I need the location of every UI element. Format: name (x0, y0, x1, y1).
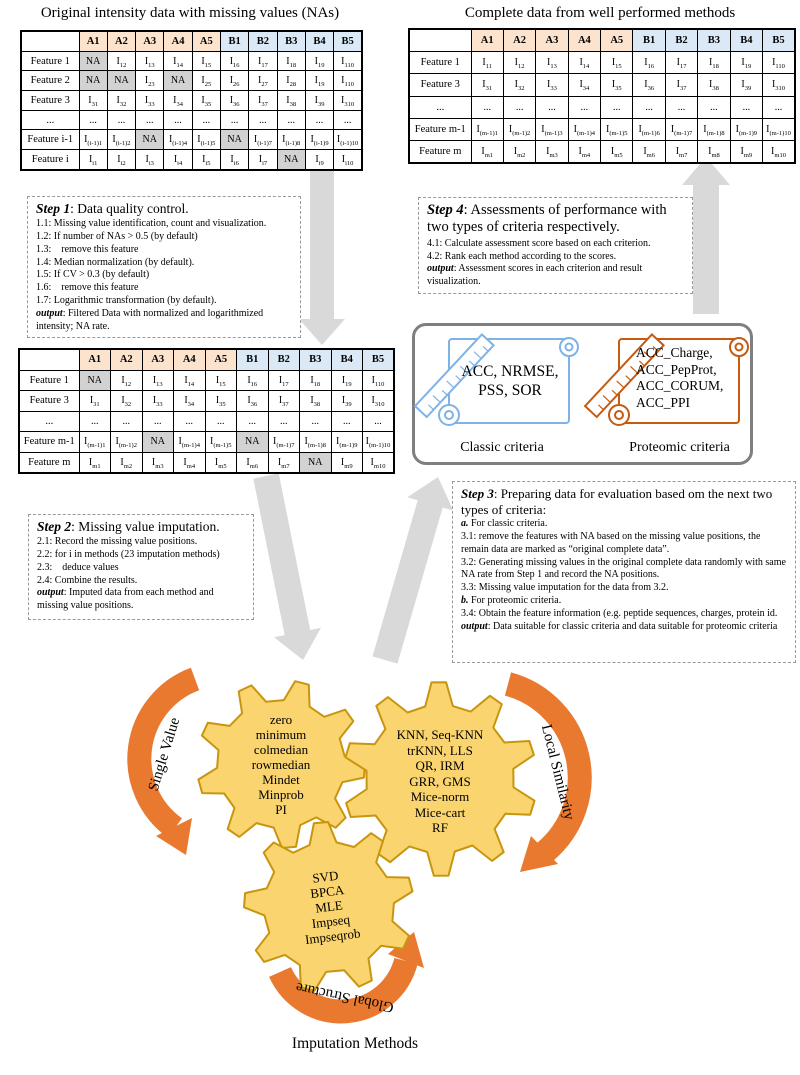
local-similarity-methods: KNN, Seq-KNN trKNN, LLS QR, IRM GRR, GMS Mice-norm Mice-cart RF (396, 727, 484, 835)
arrow-original-to-step1 (299, 170, 345, 345)
step1-lines: 1.1: Missing value identification, count and visualization. 1.2: If number of NAs > 0.5 (by default) 1.3: remove this feature 1.4: Median normalization (by default). 1.5: If CV > 0.3 (by default) 1.6: remove this feature 1.7: Logarithmic transformation (by default). output: Filtered Data with normalized and logarithmized intensity; NA rate. (36, 218, 267, 332)
single-value-methods: zero minimum colmedian rowmedian Mindet Minprob PI (251, 712, 311, 817)
classic-criteria-list: ACC, NRMSE, PSS, SOR (461, 363, 559, 399)
step2-lines: 2.1: Record the missing value positions. 2.2: for i in methods (23 imputation methods) 2.3: deduce values 2.4: Combine the results. output: Imputed data from each method and missing value positions. (37, 536, 220, 612)
proteomic-criteria-list: ACC_Charge, ACC_PepProt, ACC_CORUM, ACC_PPI (636, 345, 724, 410)
local-similarity-label: Local Similarity (537, 722, 578, 822)
complete-data-table: A1 A2 A3 A4 A5 B1 B2 B3 B4 B5 Feature 1 $I_{11}$ $I_{12}$ $I_{13}$ $I_{14}$ $I_{15}$ $I_{16}$ $I_{17}$ $I_{18}$ $I_{19}$ $I_{110}$ Feature 3 $I_{31}$ $I_{32}$ $I_{33}$ $I_{34}$ $I_{35}$ $I_{36}$ $I_{37}$ $I_{38}$ $I_{39}$ $I_{310}$ ... ... ... ... ... ... ... ... ... ... ... Feature m-1 $I_{(m-1)1}$ $I_{(m-1)2}$ $I_{(m-1)3}$ $I_{(m-1)4}$ $I_{(m-1)5}$ $I_{(m-1)6}$ $I_{(m-1)7}$ $I_{(m-1)8}$ $I_{(m-1)9}$ $I_{(m-1)10}$ Feature m $I_{m1}$ $I_{m2}$ $I_{m3}$ $I_{m4}$ $I_{m5}$ $I_{m6}$ $I_{m7}$ $I_{m8}$ $I_{m9}$ $I_{m10}$ (408, 28, 796, 164)
original-data-title: Original intensity data with missing values (NAs) (40, 5, 340, 21)
global-structure-methods: SVD BPCA MLE Impseq Impseqrob (304, 867, 362, 948)
single-value-label: Single Value (145, 715, 184, 794)
arrow-methods-to-step3 (373, 477, 454, 664)
figure-caption: Imputation Methods (291, 1035, 419, 1052)
step2-box (28, 514, 254, 620)
step1-box (27, 196, 301, 338)
step4-box (418, 197, 693, 294)
step3-lines: a. For classic criteria. 3.1: remove the features with NA based on the missing value positions, the remain data are marked as “original complete data”. 3.2: Generating missing values in the original complete data randomly with same NA rate from Step 1 and record the NA positions. 3.3: Missing value imputation for the data from 3.2. b. For proteomic criteria. 3.4: Obtain the feature information (e.g. peptide sequences, charges, protein id. output: Data suitable for classic criteria and data suitable for proteomic criteria (461, 518, 786, 632)
step3-box (452, 481, 796, 663)
original-data-table: A1 A2 A3 A4 A5 B1 B2 B3 B4 B5 Feature 1 NA $I_{12}$ $I_{13}$ $I_{14}$ $I_{15}$ $I_{16}$ $I_{17}$ $I_{18}$ $I_{19}$ $I_{110}$ Feature 2 NA NA $I_{23}$ NA $I_{25}$ $I_{26}$ $I_{27}$ $I_{28}$ $I_{19}$ $I_{110}$ Feature 3 $I_{31}$ $I_{32}$ $I_{33}$ $I_{34}$ $I_{35}$ $I_{36}$ $I_{37}$ $I_{38}$ $I_{39}$ $I_{310}$ ... ... ... ... ... ... ... ... ... ... ... Feature i-1 $I_{(i-1)1}$ $I_{(i-1)2}$ NA $I_{(i-1)4}$ $I_{(i-1)5}$ NA $I_{(i-1)7}$ $I_{(i-1)8}$ $I_{(i-1)9}$ $I_{(i-1)10}$ Feature i $I_{i1}$ $I_{i2}$ $I_{i3}$ $I_{i4}$ $I_{i5}$ $I_{i6}$ $I_{i7}$ NA $I_{i9}$ $I_{i10}$ (20, 30, 363, 171)
arrow-filtered-to-methods (253, 473, 321, 660)
step2-title: Step 2: Missing value imputation. (37, 519, 220, 534)
global-structure-label: Global Structure (294, 978, 396, 1016)
filtered-data-table: A1 A2 A3 A4 A5 B1 B2 B3 B4 B5 Feature 1 NA $I_{12}$ $I_{13}$ $I_{14}$ $I_{15}$ $I_{16}$ $I_{17}$ $I_{18}$ $I_{19}$ $I_{110}$ Feature 3 $I_{31}$ $I_{32}$ $I_{33}$ $I_{34}$ $I_{35}$ $I_{36}$ $I_{37}$ $I_{38}$ $I_{39}$ $I_{310}$ ... ... ... ... ... ... ... ... ... ... ... Feature m-1 $I_{(m-1)1}$ $I_{(m-1)2}$ NA $I_{(m-1)4}$ $I_{(m-1)5}$ NA $I_{(m-1)7}$ $I_{(m-1)8}$ $I_{(m-1)9}$ $I_{(m-1)10}$ Feature m $I_{m1}$ $I_{m2}$ $I_{m3}$ $I_{m4}$ $I_{m5}$ $I_{m6}$ $I_{m7}$ NA $I_{m9}$ $I_{m10}$ (18, 348, 395, 474)
step4-lines: 4.1: Calculate assessment score based on each criterion. 4.2: Rank each method according to the scores. output: Assessment scores in each criterion and result visualization. (427, 237, 651, 288)
step1-title: Step 1: Data quality control. (36, 201, 189, 216)
step3-title: Step 3: Preparing data for evaluation based om the next two types of criteria: (461, 486, 773, 517)
complete-data-title: Complete data from well performed methods (464, 5, 736, 21)
step4-title: Step 4: Assessments of performance with two types of criteria respectively. (427, 202, 667, 236)
classic-criteria-label: Classic criteria (460, 440, 544, 455)
proteomic-criteria-label: Proteomic criteria (629, 440, 730, 455)
